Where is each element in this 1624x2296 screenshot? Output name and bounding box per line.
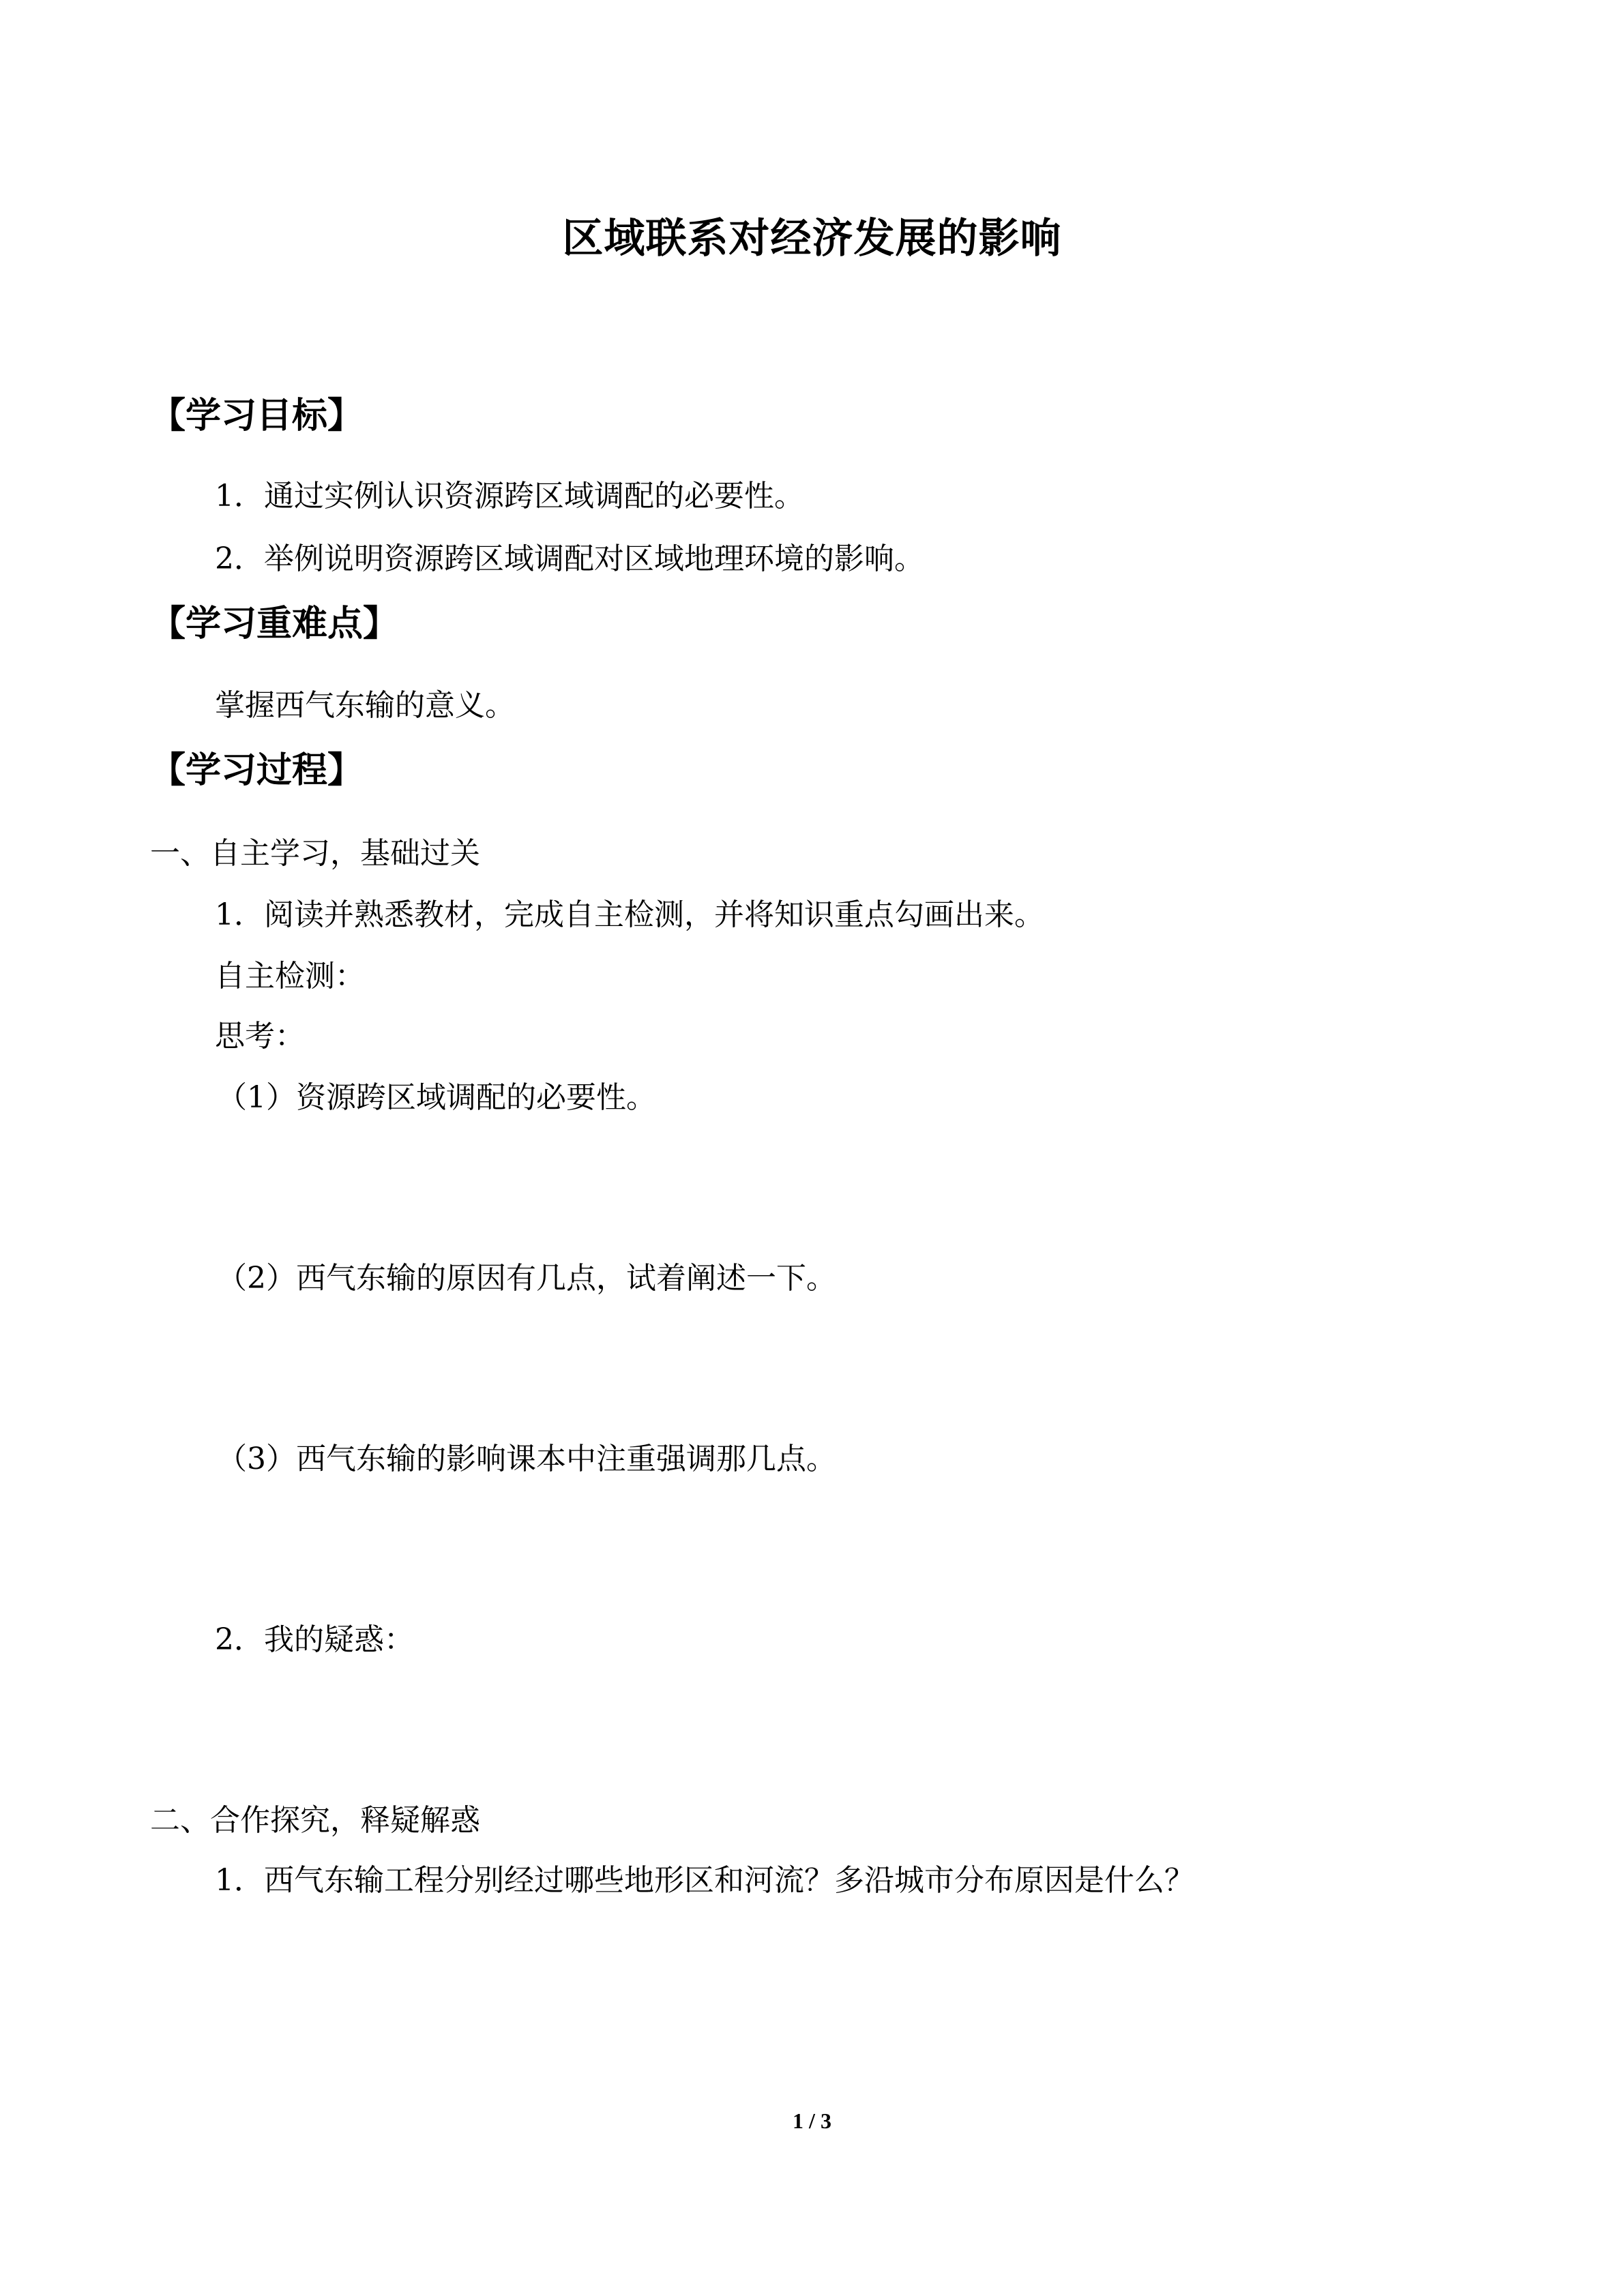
section-heading-goals: 【学习目标】 bbox=[150, 396, 364, 436]
question-2: （2）西气东输的原因有几点，试着阐述一下。 bbox=[217, 1261, 836, 1296]
think-label: 思考： bbox=[215, 1019, 305, 1054]
question-3: （3）西气东输的影响课本中注重强调那几点。 bbox=[217, 1442, 836, 1476]
page-title: 区域联系对经济发展的影响 bbox=[562, 215, 1062, 263]
part2-item-1: 1．西气东输工程分别经过哪些地形区和河流？多沿城市分布原因是什么？ bbox=[215, 1863, 1194, 1898]
part2-heading: 二、合作探究，释疑解惑 bbox=[150, 1803, 480, 1838]
goal-item-2: 2．举例说明资源跨区域调配对区域地理环境的影响。 bbox=[215, 541, 924, 576]
key-point-item-1: 掌握西气东输的意义。 bbox=[215, 688, 515, 723]
page-number: 1 / 3 bbox=[793, 2108, 831, 2133]
section-heading-process: 【学习过程】 bbox=[150, 750, 364, 791]
part1-item-1: 1．阅读并熟悉教材，完成自主检测，并将知识重点勾画出来。 bbox=[215, 897, 1044, 932]
part1-item-2: 2．我的疑惑： bbox=[215, 1622, 414, 1657]
section-heading-key-points: 【学习重难点】 bbox=[150, 603, 399, 644]
part1-heading: 一、自主学习，基础过关 bbox=[150, 836, 480, 871]
goal-item-1: 1．通过实例认识资源跨区域调配的必要性。 bbox=[215, 479, 804, 513]
question-1: （1）资源跨区域调配的必要性。 bbox=[217, 1080, 656, 1115]
self-check-label: 自主检测： bbox=[215, 959, 365, 994]
